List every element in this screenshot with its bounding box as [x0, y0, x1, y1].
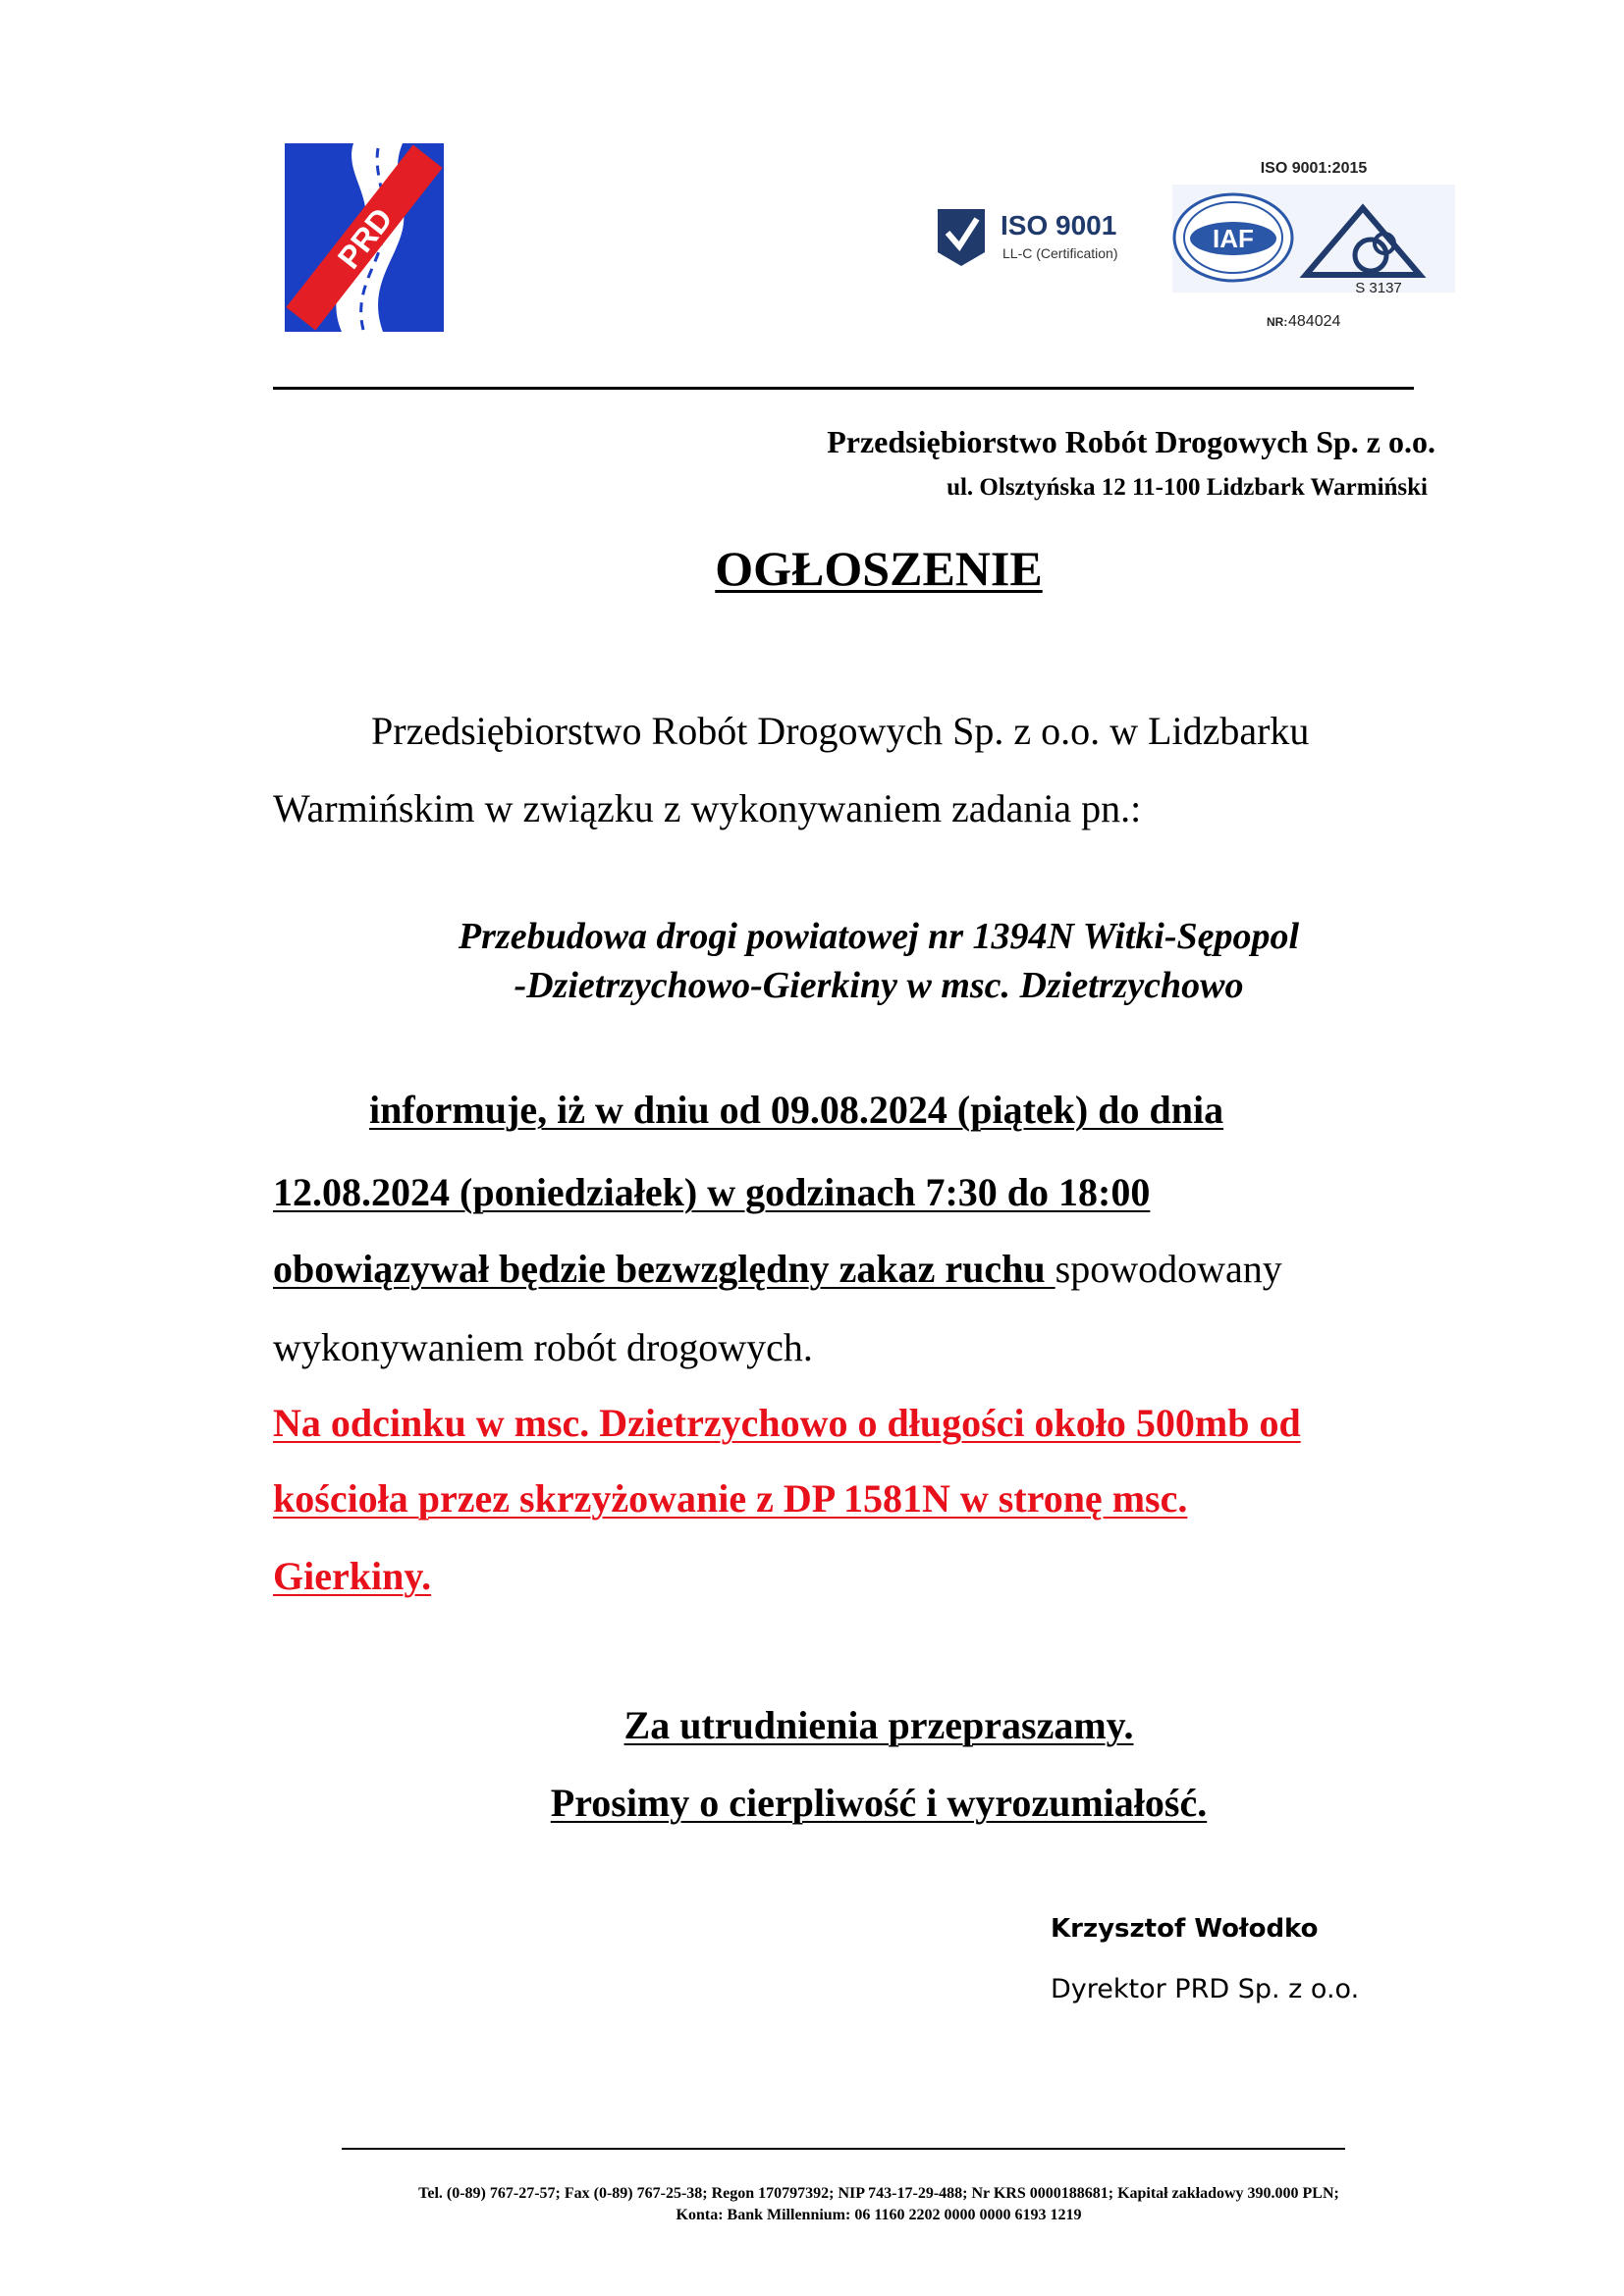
cert-number: 484024: [1288, 313, 1341, 330]
document-title: OGŁOSZENIE: [715, 541, 1043, 596]
intro-line-2: Warmińskim w związku z wykonywaniem zadania pn.:: [273, 786, 1142, 830]
footer-bank-line: Konta: Bank Millennium: 06 1160 2202 0000 0000 6193 1219: [676, 2207, 1082, 2223]
signer-title: Dyrektor PRD Sp. z o.o.: [1051, 1974, 1360, 2004]
iaf-accreditation-logo: [1166, 147, 1461, 334]
location-line-2: kościoła przez skrzyżowanie z DP 1581N w stronę msc.: [273, 1476, 1188, 1521]
iaf-logo-text: IAF: [1213, 224, 1254, 253]
location-line-3: Gierkiny.: [273, 1554, 432, 1598]
company-address: ul. Olsztyńska 12 11-100 Lidzbark Warmiński: [947, 474, 1428, 501]
signer-name: Krzysztof Wołodko: [1051, 1914, 1319, 1944]
info-line-1: informuje, iż w dniu od 09.08.2024 (piątek) do dnia: [369, 1088, 1224, 1132]
info-line-3: [273, 1246, 1282, 1292]
prd-logo-text: PRD: [330, 200, 400, 276]
apology-line-1: Za utrudnienia przepraszamy.: [623, 1703, 1134, 1747]
task-name-line-2: -Dzietrzychowo-Gierkiny w msc. Dzietrzychowo: [514, 965, 1244, 1006]
intro-line-1: Przedsiębiorstwo Robót Drogowych Sp. z o.o. w Lidzbarku: [371, 709, 1310, 753]
header-divider: [273, 387, 1414, 390]
traffic-ban-text: obowiązywał będzie bezwzględny zakaz ruchu: [273, 1247, 1056, 1291]
iso9001-logo-subtext: LL-C (Certification): [1002, 245, 1118, 261]
info-line-2: 12.08.2024 (poniedziałek) w godzinach 7:30 do 18:00: [273, 1170, 1151, 1214]
iaf-code-text: S 3137: [1355, 280, 1402, 296]
iaf-standard-text: ISO 9001:2015: [1260, 160, 1368, 177]
iso9001-logo-text: ISO 9001: [1001, 210, 1117, 240]
prd-company-logo: [285, 143, 444, 332]
task-name-line-1: Przebudowa drogi powiatowej nr 1394N Witki-Sępopol: [458, 916, 1300, 957]
iso-9001-certification-logo: [938, 201, 1139, 270]
apology-line-2: Prosimy o cierpliwość i wyrozumiałość.: [550, 1781, 1208, 1825]
info-line-4: wykonywaniem robót drogowych.: [273, 1325, 813, 1369]
cert-number-label: NR:: [1267, 315, 1288, 329]
company-name: Przedsiębiorstwo Robót Drogowych Sp. z o.o.: [827, 424, 1435, 459]
info-line-3-rest: spowodowany: [1055, 1247, 1282, 1291]
footer-contact-line: Tel. (0-89) 767-27-57; Fax (0-89) 767-25-38; Regon 170797392; NIP 743-17-29-488; Nr KRS 0000188681; Kapitał zakładowy 390.000 PLN;: [418, 2185, 1339, 2202]
location-line-1: Na odcinku w msc. Dzietrzychowo o długości około 500mb od: [273, 1401, 1301, 1445]
footer-divider: [342, 2148, 1345, 2150]
